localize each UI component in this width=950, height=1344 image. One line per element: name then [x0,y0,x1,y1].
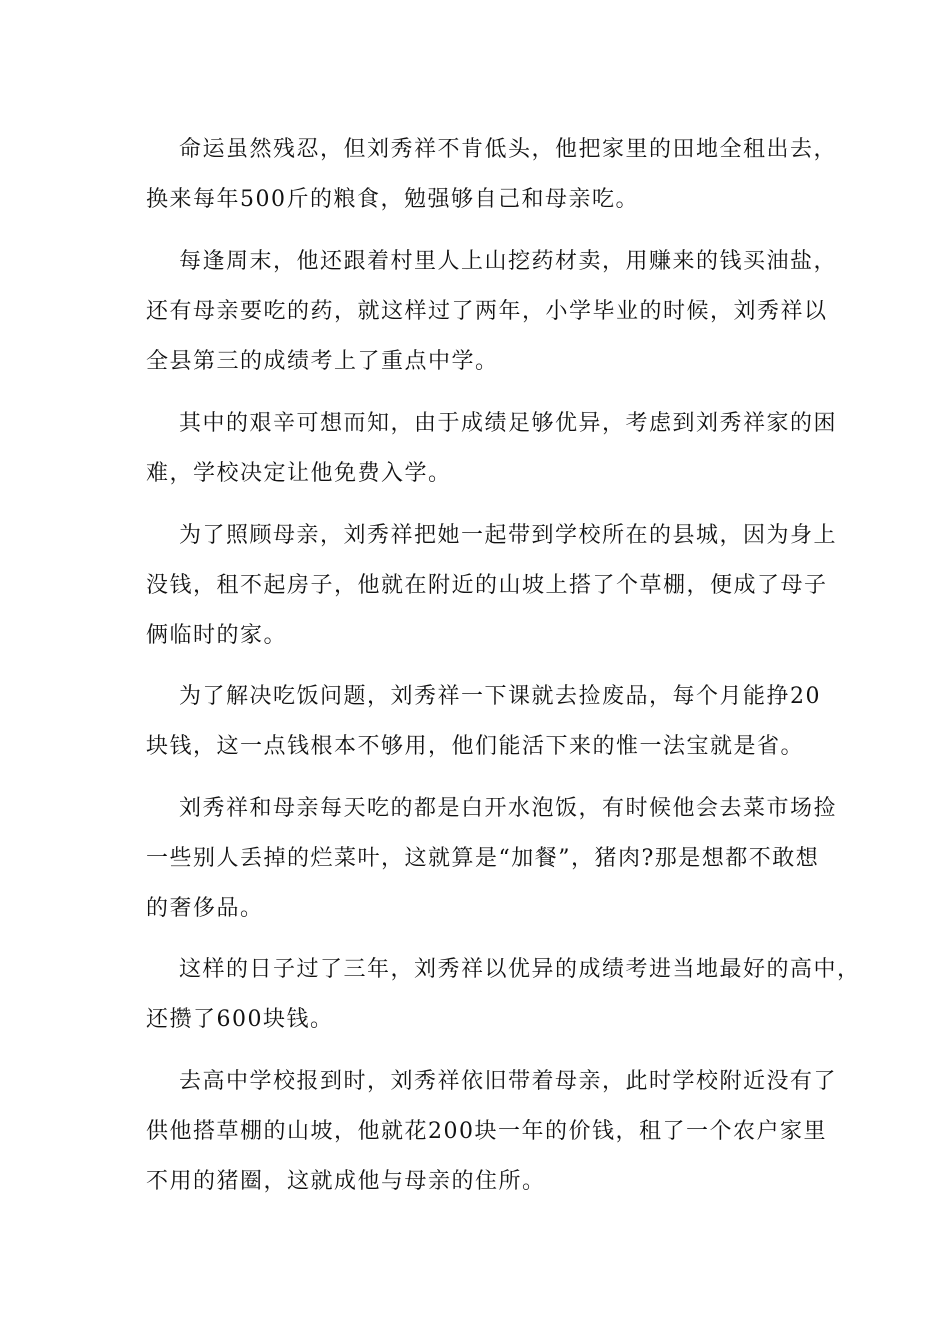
paragraph-line: 每逢周末，他还跟着村里人上山挖药材卖，用赚来的钱买油盐， [179,249,838,274]
paragraph-line: 去高中学校报到时，刘秀祥依旧带着母亲，此时学校附近没有了 [179,1069,838,1094]
paragraph-line: 一些别人丢掉的烂菜叶，这就算是“加餐”，猪肉?那是想都不敢想 [146,846,820,871]
paragraph-line: 全县第三的成绩考上了重点中学。 [146,349,499,374]
paragraph-8 [146,1062,838,1202]
paragraph-line: 没钱，租不起房子，他就在附近的山坡上搭了个草棚，便成了母子 [146,573,828,598]
paragraph-line: 命运虽然残忍，但刘秀祥不肯低头，他把家里的田地全租出去， [179,137,838,162]
paragraph-1 [146,130,838,220]
paragraph-line: 不用的猪圈，这就成他与母亲的住所。 [146,1169,546,1194]
paragraph-line: 俩临时的家。 [146,623,288,648]
paragraph-6 [146,789,838,929]
paragraph-line: 刘秀祥和母亲每天吃的都是白开水泡饭，有时候他会去菜市场捡 [179,796,838,821]
paragraph-line: 供他搭草棚的山坡，他就花200块一年的价钱，租了一个农户家里 [146,1119,827,1144]
paragraph-3 [146,404,838,494]
paragraph-5 [146,677,826,767]
paragraph-line: 换来每年500斤的粮食，勉强够自己和母亲吃。 [146,187,639,212]
paragraph-2 [146,242,838,382]
paragraph-line: 的奢侈品。 [146,896,264,921]
paragraph-line: 为了解决吃饭问题，刘秀祥一下课就去捡废品，每个月能挣20 [179,684,821,709]
paragraph-line: 这样的日子过了三年，刘秀祥以优异的成绩考进当地最好的高中， [179,957,861,982]
paragraph-line: 其中的艰辛可想而知，由于成绩足够优异，考虑到刘秀祥家的困 [179,411,838,436]
paragraph-line: 还攒了600块钱。 [146,1007,334,1032]
paragraph-7 [146,950,861,1040]
paragraph-4 [146,516,838,656]
paragraph-line: 块钱，这一点钱根本不够用，他们能活下来的惟一法宝就是省。 [146,734,805,759]
paragraph-line: 为了照顾母亲，刘秀祥把她一起带到学校所在的县城，因为身上 [179,523,838,548]
paragraph-line: 还有母亲要吃的药，就这样过了两年，小学毕业的时候，刘秀祥以 [146,299,828,324]
paragraph-line: 难，学校决定让他免费入学。 [146,461,452,486]
